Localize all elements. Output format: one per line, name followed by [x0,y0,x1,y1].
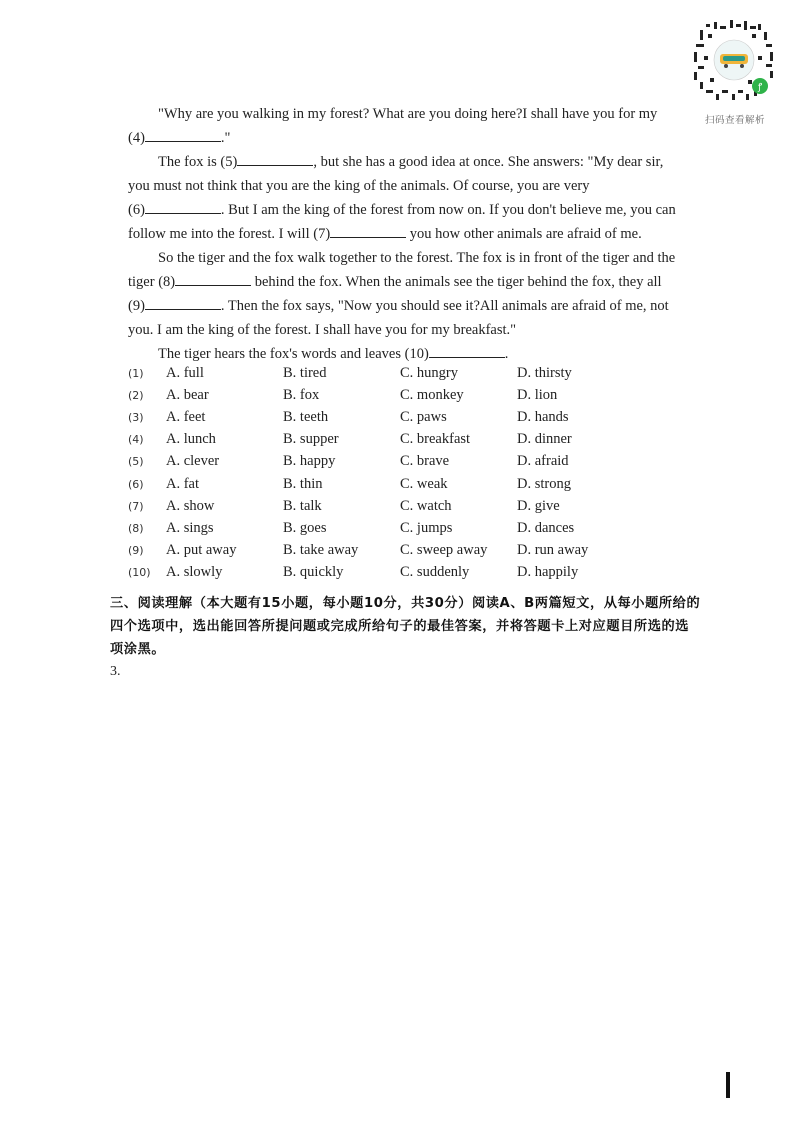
option-d[interactable]: D. dinner [517,431,572,448]
option-row-8 [128,517,648,539]
question-number: (10) [128,566,151,580]
passage-line: follow me into the forest. I will (7) you how other animals are afraid of me. [128,222,698,246]
option-d[interactable]: D. happily [517,564,579,581]
option-d[interactable]: D. hands [517,408,569,425]
passage-line: "Why are you walking in my forest? What are you doing here?I shall have you for my [158,106,658,122]
svg-text:ꝭ: ꝭ [757,82,763,93]
option-d[interactable]: D. run away [517,542,589,559]
option-b[interactable]: B. quickly [283,564,344,581]
option-row-3 [128,406,648,428]
option-d[interactable]: D. dances [517,519,575,536]
option-a[interactable]: A. clever [166,453,220,470]
options-list [128,362,648,584]
question-number: (4) [128,433,144,447]
option-row-2 [128,384,648,406]
answer-blank-9[interactable] [145,294,221,310]
passage-line: you. I am the king of the forest. I shall have you for my breakfast." [128,322,517,338]
option-c[interactable]: C. monkey [400,386,464,403]
option-b[interactable]: B. goes [283,519,327,536]
option-b[interactable]: B. talk [283,497,322,514]
option-c[interactable]: C. suddenly [400,564,470,581]
option-a[interactable]: A. show [166,497,215,514]
passage-line: (9) . Then the fox says, "Now you should see it?All animals are afraid of me, not [128,294,698,318]
question-number: (7) [128,499,144,513]
option-a[interactable]: A. lunch [166,431,216,448]
option-c[interactable]: C. weak [400,475,448,492]
answer-blank-5[interactable] [237,150,313,166]
option-row-6 [128,473,648,495]
answer-blank-4[interactable] [145,126,221,142]
option-c[interactable]: C. hungry [400,364,458,381]
option-a[interactable]: A. bear [166,386,209,403]
option-a[interactable]: A. fat [166,475,200,492]
option-row-1 [128,362,648,384]
option-c[interactable]: C. breakfast [400,431,471,448]
option-a[interactable]: A. put away [166,542,237,559]
option-b[interactable]: B. teeth [283,408,329,425]
question-number: (6) [128,477,144,491]
option-a[interactable]: A. feet [166,408,206,425]
question-number: (8) [128,521,144,535]
option-d[interactable]: D. strong [517,475,571,492]
option-row-9 [128,540,648,562]
passage-line: The fox is (5) , but she has a good idea at once. She answers: "My dear sir, [128,150,698,174]
option-a[interactable]: A. slowly [166,564,223,581]
question-number: (2) [128,388,144,402]
qr-code[interactable] [690,16,778,104]
page-mark [726,1072,730,1098]
qr-caption: 扫码查看解析 [704,115,765,126]
passage-line: tiger (8) behind the fox. When the animals see the tiger behind the fox, they all [128,270,698,294]
passage-line: (4) ." [128,126,698,150]
passage-line: you must not think that you are the king of the animals. Of course, you are very [128,178,590,194]
question-number: (3) [128,410,144,424]
option-b[interactable]: B. supper [283,431,339,448]
option-d[interactable]: D. lion [517,386,558,403]
passage-line: (6) . But I am the king of the forest from now on. If you don't believe me, you can [128,198,698,222]
section-heading: 三、阅读理解（本大题有15小题，每小题10分，共30分）阅读A、B两篇短文，从每小题所给的四个选项中，选出能回答所提问题或完成所给句子的最佳答案，并将答题卡上对应题目所选的选项涂黑。 [110,596,701,657]
option-c[interactable]: C. paws [400,408,447,425]
option-d[interactable]: D. give [517,497,560,514]
option-c[interactable]: C. brave [400,453,450,470]
answer-blank-10[interactable] [429,342,505,358]
question-number: (9) [128,544,144,558]
option-row-10 [128,562,648,584]
option-c[interactable]: C. sweep away [400,542,488,559]
question-3-number: 3. [110,664,121,679]
option-row-4 [128,429,648,451]
question-number: (1) [128,366,144,380]
passage-line: The tiger hears the fox's words and leaves (10) . [128,342,698,366]
option-c[interactable]: C. watch [400,497,452,514]
cloze-passage [128,102,698,366]
option-a[interactable]: A. full [166,364,204,381]
option-d[interactable]: D. thirsty [517,364,572,381]
option-a[interactable]: A. sings [166,519,214,536]
passage-line: So the tiger and the fox walk together to the forest. The fox is in front of the tiger and the [158,250,676,266]
option-b[interactable]: B. take away [283,542,359,559]
answer-blank-6[interactable] [145,198,221,214]
question-number: (5) [128,455,144,469]
option-d[interactable]: D. afraid [517,453,569,470]
option-row-7 [128,495,648,517]
option-b[interactable]: B. happy [283,453,336,470]
option-b[interactable]: B. fox [283,386,320,403]
answer-blank-7[interactable] [330,222,406,238]
option-b[interactable]: B. thin [283,475,323,492]
option-row-5 [128,451,648,473]
option-b[interactable]: B. tired [283,364,327,381]
answer-blank-8[interactable] [175,270,251,286]
option-c[interactable]: C. jumps [400,519,453,536]
